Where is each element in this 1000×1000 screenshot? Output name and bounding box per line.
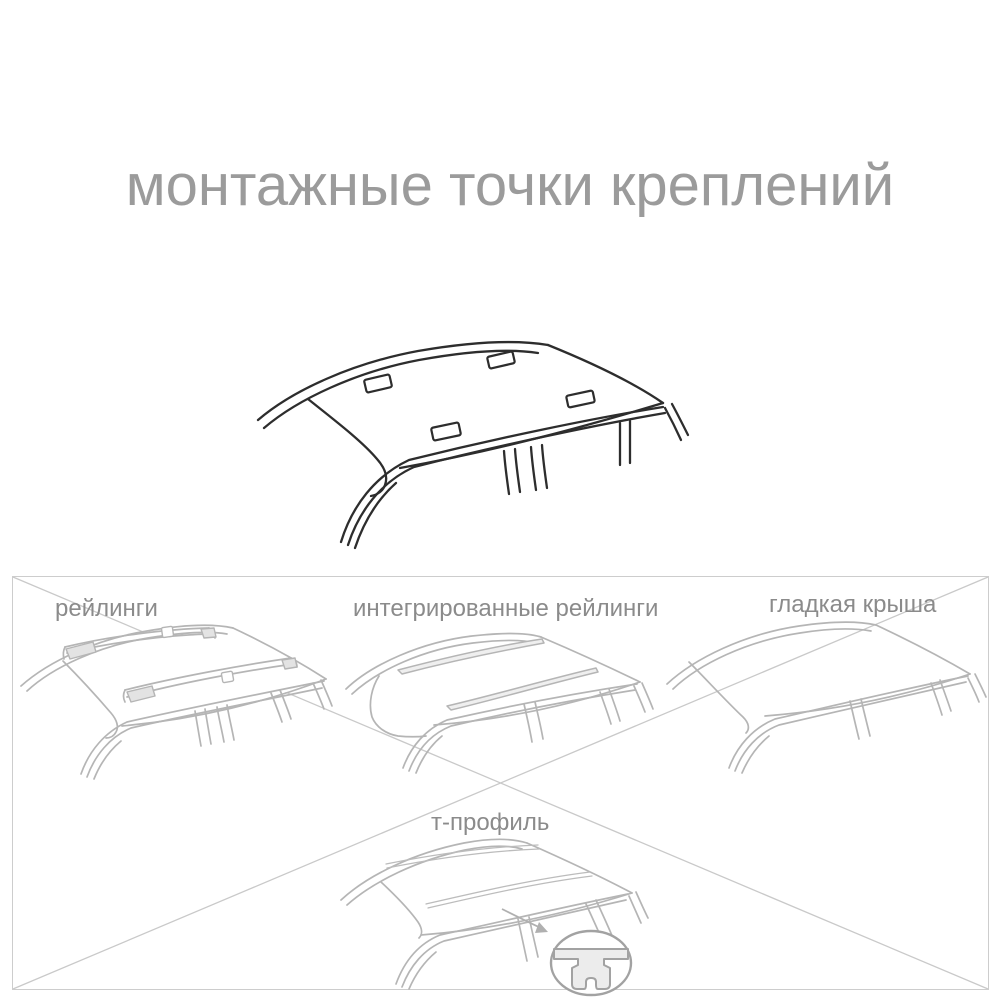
b-pillar [515, 449, 520, 492]
roof-far-edge [876, 625, 970, 674]
t-slot-track [428, 876, 592, 908]
c-pillar [940, 680, 951, 711]
variants-panel [12, 576, 989, 990]
rear-pillar [313, 683, 324, 709]
t-slot-track [426, 872, 590, 904]
b-pillar [542, 445, 547, 488]
rail-foot [201, 628, 216, 638]
variant-label-railings: рейлинги [55, 595, 158, 622]
main-roof-diagram [228, 318, 708, 558]
b-pillar [531, 447, 536, 490]
roof-far-edge [541, 637, 640, 682]
windshield-edge [370, 676, 426, 737]
gutter-line-2 [409, 690, 635, 771]
gutter-line-3 [94, 741, 121, 779]
rear-pillar [642, 683, 653, 709]
car-roof-t-profile [306, 834, 706, 999]
rear-pillar [634, 686, 645, 712]
windshield-edge [381, 882, 422, 938]
mount-point-3 [431, 422, 461, 441]
rail-center-support [161, 626, 173, 637]
roof-far-edge [548, 345, 663, 403]
b-pillar [504, 451, 509, 494]
b-pillar [518, 919, 527, 961]
page-title: монтажные точки креплений [125, 153, 895, 218]
windshield-edge [689, 662, 748, 733]
roof-front-edge-outer [667, 622, 876, 684]
car-roof-smooth [663, 616, 988, 776]
roof-front-edge-outer [341, 839, 527, 900]
car-roof-railings [19, 621, 334, 796]
b-pillar [217, 707, 224, 742]
rail-center-support [221, 671, 234, 683]
variant-label-integrated-railings: интегрированные рейлинги [353, 595, 659, 622]
roof-far-edge [527, 843, 632, 893]
gutter-line-3 [409, 952, 436, 989]
mount-point-2 [487, 351, 515, 369]
gutter-line-1 [341, 407, 663, 542]
gutter-line-3 [742, 736, 769, 773]
detail-arrow-head [535, 922, 548, 933]
gutter-line-2 [735, 682, 966, 771]
mount-point-1 [364, 374, 392, 393]
c-pillar [600, 692, 611, 724]
rear-pillar [975, 674, 986, 697]
car-roof-integrated-railings [334, 629, 664, 784]
variant-label-t-profile: т-профиль [431, 809, 550, 836]
rail-foot [282, 658, 297, 669]
variant-label-smooth-roof: гладкая крыша [769, 591, 937, 618]
rear-pillar [672, 404, 688, 435]
windshield-edge [308, 399, 386, 496]
b-pillar [227, 705, 234, 740]
mount-point-4 [566, 390, 595, 407]
rear-pillar [968, 678, 979, 702]
integrated-rail-strip [398, 639, 544, 674]
gutter-line-3 [416, 736, 442, 773]
rear-pillar [665, 408, 681, 440]
